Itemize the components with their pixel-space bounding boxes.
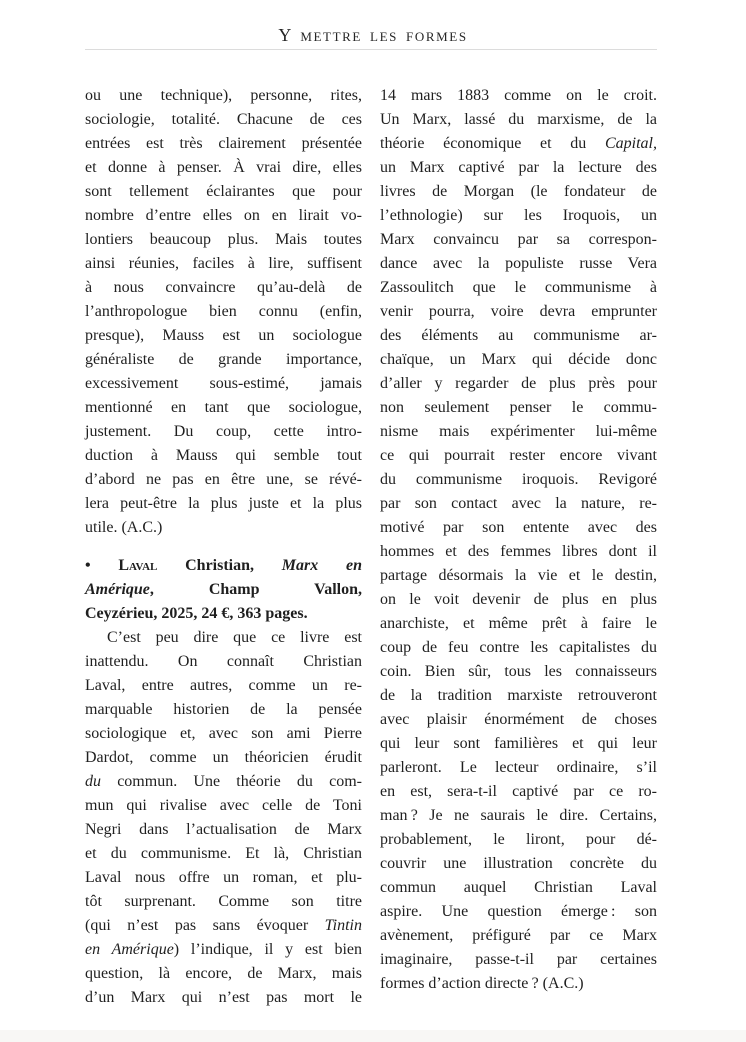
text-line: lera peut-être la plus juste et la plus [85, 495, 362, 512]
text-line: aspire. Une question émerge : son [380, 903, 657, 920]
text-line: dance avec la populiste russe Vera [380, 255, 657, 272]
text-line: nisme mais expérimenter lui-même [380, 423, 657, 440]
text-line: Marx convaincu par sa correspon- [380, 231, 657, 248]
text-line: en Amérique) l’indique, il y est bien [85, 941, 362, 958]
text-line: justement. Du coup, cette intro- [85, 423, 362, 440]
italic-title-text: Tintin [324, 917, 362, 934]
text-line: coup de feu contre les capitalistes du [380, 639, 657, 656]
text-line: d’aller y regarder de plus près pour [380, 375, 657, 392]
text-line: du commun. Une théorie du com- [85, 773, 362, 790]
text-line: commun auquel Christian Laval [380, 879, 657, 896]
text-line: ce qui pourrait rester encore vivant [380, 447, 657, 464]
text-line: • Laval Christian, Marx en [85, 557, 362, 574]
left-column [85, 84, 362, 1010]
text-line: motivé par son entente avec des [380, 519, 657, 536]
text-line: man ? Je ne saurais le dire. Certains, [380, 807, 657, 824]
italic-title-text: Marx en [281, 557, 362, 574]
text-line: un Marx captivé par la lecture des [380, 159, 657, 176]
two-column-text [85, 84, 657, 1010]
text-line: presque), Mauss est un sociologue [85, 327, 362, 344]
text-line: du communisme iroquois. Revigoré [380, 471, 657, 488]
right-column [380, 84, 657, 1010]
text-line: qui leur sont familières et qui leur [380, 735, 657, 752]
text-line: formes d’action directe ? (A.C.) [380, 975, 584, 992]
text-line: marquable historien de la pensée [85, 701, 362, 718]
text-line: 14 mars 1883 comme on le croit. [380, 87, 657, 104]
text-line: avènement, préfiguré par ce Marx [380, 927, 657, 944]
text-line: par son contact avec la nature, re- [380, 495, 657, 512]
text-line: d’abord ne pas en être une, se révé- [85, 471, 362, 488]
text-line: mentionné en tant que sociologue, [85, 399, 362, 416]
text-line: duction à Mauss qui semble tout [85, 447, 362, 464]
text-line: ainsi réunies, faciles à lire, suffisent [85, 255, 362, 272]
text-line: inattendu. On connaît Christian [85, 653, 362, 670]
text-line: Dardot, comme un théoricien érudit [85, 749, 362, 766]
running-head-title: Y mettre les formes [278, 25, 468, 45]
text-line: entrées est très clairement présentée [85, 135, 362, 152]
text-line: nombre d’entre elles on en lirait vo- [85, 207, 362, 224]
text-line: l’ethnologie) sur les Iroquois, un [380, 207, 657, 224]
text-line: avec plaisir énormément de choses [380, 711, 657, 728]
text-line: des éléments au communisme ar- [380, 327, 657, 344]
text-line: C’est peu dire que ce livre est [107, 629, 362, 646]
italic-title-text: Capital, [604, 135, 657, 152]
text-line: parleront. Le lecteur ordinaire, s’il [380, 759, 657, 776]
text-line: Negri dans l’actualisation de Marx [85, 821, 362, 838]
text-line: mun qui rivalise avec celle de Toni [85, 797, 362, 814]
text-line: on le voit devenir de plus en plus [380, 591, 657, 608]
text-line: sont tellement éclairantes que pour [85, 183, 362, 200]
text-line: théorie économique et du Capital, [380, 135, 657, 152]
text-line: livres de Morgan (le fondateur de [380, 183, 657, 200]
text-line: hommes et des femmes libres dont il [380, 543, 657, 560]
text-line: probablement, le liront, pour dé- [380, 831, 657, 848]
text-line: de la tradition marxiste retrouveront [380, 687, 657, 704]
text-line: Laval, entre autres, comme un re- [85, 677, 362, 694]
text-line: partage désormais la vie et le destin, [380, 567, 657, 584]
text-line: venir pourra, voire devra emprunter [380, 303, 657, 320]
book-entry-laval [85, 554, 362, 626]
text-line: (qui n’est pas sans évoquer Tintin [85, 917, 362, 934]
text-line: non seulement penser le commu- [380, 399, 657, 416]
text-line: sociologie, totalité. Chacune de ces [85, 111, 362, 128]
italic-title-text: Amérique [85, 581, 150, 598]
text-line: Laval nous offre un roman, et plu- [85, 869, 362, 886]
review-paragraph-laval-continued [380, 84, 657, 996]
text-line: à nous convaincre qu’au-delà de [85, 279, 362, 296]
text-line: l’anthropologue bien connu (enfin, [85, 303, 362, 320]
text-line: anarchiste, et même prêt à faire le [380, 615, 657, 632]
text-line: généraliste de grande importance, [85, 351, 362, 368]
text-line: lontiers beaucoup plus. Mais toutes [85, 231, 362, 248]
text-line: et donne à penser. À vrai dire, elles [85, 159, 362, 176]
italic-title-text: en Amérique [85, 941, 174, 958]
text-line: Un Marx, lassé du marxisme, de la [380, 111, 657, 128]
smallcaps-author-name: Laval [118, 557, 158, 574]
text-line: tôt surprenant. Comme son titre [85, 893, 362, 910]
text-line: imaginaire, passe-t-il par certaines [380, 951, 657, 968]
text-line: coin. Bien sûr, tous les connaisseurs [380, 663, 657, 680]
header-rule [85, 49, 657, 50]
text-line: ou une technique), personne, rites, [85, 87, 362, 104]
review-paragraph-mauss [85, 84, 362, 540]
text-line: Amérique, Champ Vallon, [85, 581, 362, 598]
text-line: en est, sera-t-il captivé par ce ro- [380, 783, 657, 800]
text-line: couvrir une illustration concrète du [380, 855, 657, 872]
text-line: Ceyzérieu, 2025, 24 €, 363 pages. [85, 605, 308, 622]
text-line: sociologique et, avec son ami Pierre [85, 725, 362, 742]
italic-title-text: du [85, 773, 101, 790]
text-line: utile. (A.C.) [85, 519, 163, 536]
page-bottom-edge [0, 1030, 746, 1042]
text-line: chaïque, un Marx qui décide donc [380, 351, 657, 368]
text-line: excessivement sous-estimé, jamais [85, 375, 362, 392]
text-line: et du communisme. Et là, Christian [85, 845, 362, 862]
text-line: question, là encore, de Marx, mais [85, 965, 362, 982]
review-paragraph-laval [85, 626, 362, 1010]
text-line: d’un Marx qui n’est pas mort le [85, 989, 362, 1006]
text-line: Zassoulitch que le communisme à [380, 279, 657, 296]
